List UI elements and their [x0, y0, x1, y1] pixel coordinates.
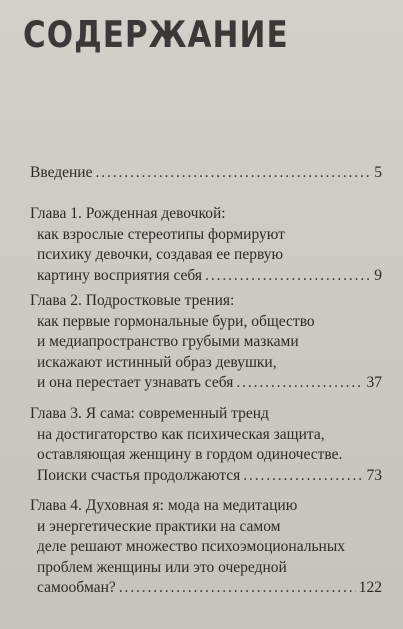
- chapter-heading: Глава 2. Подростковые трения:: [30, 292, 235, 309]
- chapter-description-line: искажают истинный образ девушки,: [37, 353, 277, 371]
- toc-entry-last-line: [30, 163, 382, 184]
- chapter-description-line: на достигаторство как психическая защита,: [37, 425, 325, 443]
- page-number: 5: [374, 164, 382, 181]
- toc-entry-text: Введение: [30, 164, 93, 181]
- toc-entry-text: и она перестает узнавать себя: [37, 374, 234, 391]
- toc-entry-last-line: [30, 578, 382, 599]
- toc-entry-text: картину восприятия себя: [37, 266, 203, 284]
- dot-leader: [119, 578, 356, 599]
- page-number: 9: [374, 266, 382, 284]
- page-title: СОДЕРЖАНИЕ: [23, 14, 289, 57]
- toc-entry-last-line: [30, 466, 382, 487]
- toc-entry-chapter-3: [30, 404, 382, 486]
- dot-leader: [205, 266, 371, 287]
- chapter-description-line: и энергетические практики на самом: [37, 517, 281, 535]
- toc-entry-text: Поиски счастья продолжаются: [37, 466, 241, 484]
- toc-entry-chapter-1: [30, 204, 382, 286]
- chapter-description-line: и медиапространство грубыми мазками: [37, 333, 299, 350]
- toc-entry-text: самообман?: [37, 579, 116, 596]
- chapter-description-line: психику девочки, создавая ее первую: [37, 246, 284, 263]
- dot-leader: [243, 466, 363, 487]
- chapter-description-line: деле решают множество психоэмоциональных: [37, 538, 346, 555]
- chapter-description-line: как первые гормональные бури, общество: [37, 312, 315, 330]
- chapter-description-line: как взрослые стереотипы формируют: [37, 225, 285, 243]
- toc-entry-chapter-2: [30, 291, 382, 394]
- dot-leader: [95, 163, 371, 184]
- page-number: 37: [366, 374, 382, 391]
- toc-entry-last-line: [30, 266, 382, 287]
- chapter-heading: Глава 3. Я сама: современный тренд: [30, 405, 269, 422]
- dot-leader: [236, 373, 363, 394]
- chapter-heading: Глава 4. Духовная я: мода на медитацию: [30, 497, 298, 514]
- toc-entry-intro: [30, 163, 382, 184]
- chapter-description-line: оставляющая женщину в гордом одиночестве.: [37, 446, 343, 463]
- toc-entry-chapter-4: [30, 496, 382, 599]
- chapter-heading: Глава 1. Рожденная девочкой:: [30, 205, 226, 222]
- toc-entry-last-line: [30, 373, 382, 394]
- page-number: 122: [358, 579, 382, 596]
- page-number: 73: [366, 466, 382, 484]
- chapter-description-line: проблем женщины или это очередной: [37, 558, 287, 576]
